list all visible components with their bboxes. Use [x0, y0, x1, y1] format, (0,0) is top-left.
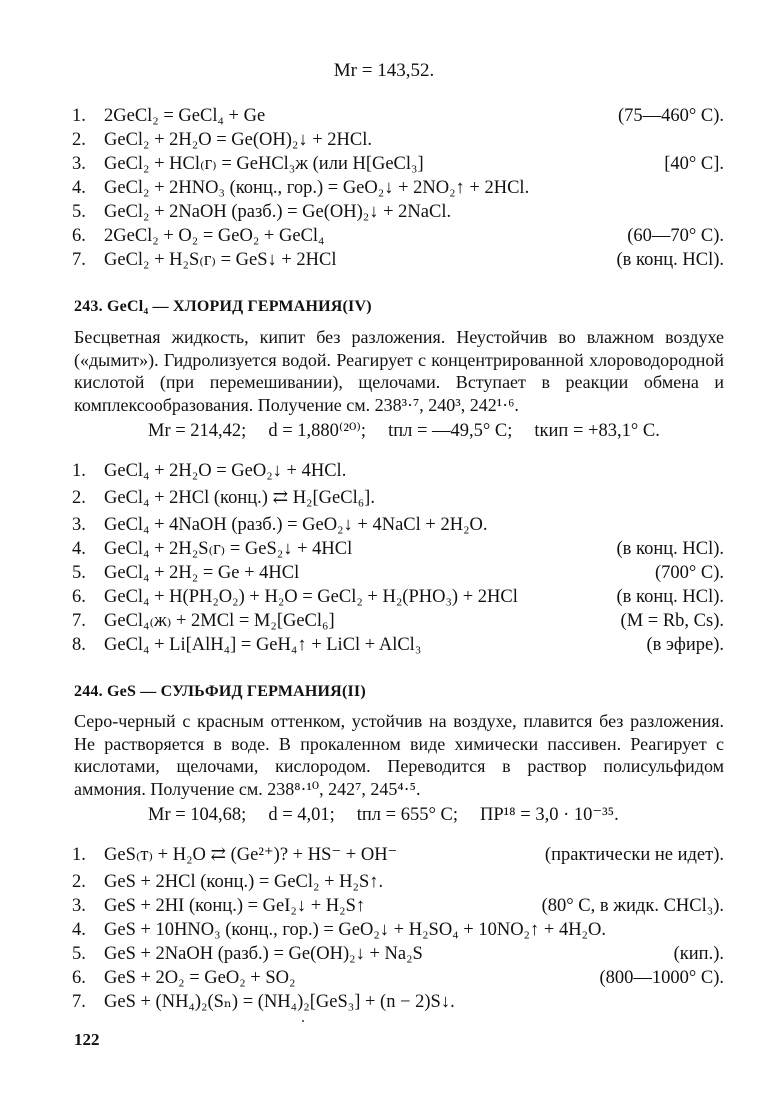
equation-number: 7.	[72, 250, 86, 270]
page-number: 122	[74, 1030, 100, 1049]
equation-formula: GeCl₄ + 4NaOH (разб.) = GeO₂↓ + 4NaCl + 2H₂O.	[104, 515, 488, 535]
equation-condition: (в эфире).	[646, 635, 724, 655]
equation-formula: GeCl₄ + Li[AlH₄] = GeH₄↑ + LiCl + AlCl₃	[104, 635, 422, 655]
equation-number: 3.	[72, 154, 86, 174]
equation-formula: GeCl₂ + HCl₍г₎ = GeHCl₃ж (или H[GeCl₃]	[104, 154, 424, 174]
equation-number: 3.	[72, 515, 86, 535]
equation-number: 2.	[72, 488, 86, 508]
properties-line-243	[148, 420, 682, 442]
equation-number: 1.	[72, 845, 86, 865]
equation-formula: GeCl₂ + 2NaOH (разб.) = Ge(OH)₂↓ + 2NaCl.	[104, 202, 452, 222]
equation-row	[72, 513, 724, 537]
equation-row	[72, 942, 724, 966]
equation-row	[72, 152, 724, 176]
section-description-243: Бесцветная жидкость, кипит без разложения. Неустойчив во влажном воздухе («дымит»). Гидролизуется водой. Реагирует с концентрированной хлороводородной кислотой (при перемешивании), щелочами. Вступает в реакции обмена и комплексообразования. Получение см. 238³·⁷, 240³, 242¹·⁶.	[74, 327, 724, 415]
equation-condition: (в конц. HCl).	[616, 539, 724, 559]
equation-row	[72, 176, 724, 200]
equation-formula: GeCl₄ + 2H₂S₍г₎ = GeS₂↓ + 4HCl	[104, 539, 353, 559]
section-heading-243: 243. GeCl₄ — ХЛОРИД ГЕРМАНИЯ(IV)	[74, 298, 372, 315]
speck-mark	[302, 1020, 304, 1022]
equation-number: 6.	[72, 226, 86, 246]
equation-formula: 2GeCl₂ = GeCl₄ + Ge	[104, 106, 266, 126]
equation-condition: (60—70° C).	[627, 226, 724, 246]
density: d = 1,880⁽²⁰⁾;	[268, 421, 367, 441]
equation-number: 5.	[72, 944, 86, 964]
molar-mass: Mr = 104,68;	[148, 805, 247, 825]
equation-row	[72, 609, 724, 633]
equation-number: 4.	[72, 920, 86, 940]
equation-row	[72, 966, 724, 990]
equation-row	[72, 585, 724, 609]
solubility-product: ПР¹⁸ = 3,0 · 10⁻³⁵.	[479, 805, 619, 825]
equation-number: 2.	[72, 872, 86, 892]
molar-mass: Mr = 214,42;	[148, 421, 247, 441]
equation-row	[72, 537, 724, 561]
melting-point: tпл = —49,5° C;	[388, 421, 513, 441]
equation-condition: (в конц. HCl).	[616, 250, 724, 270]
equation-row	[72, 459, 724, 483]
equation-number: 2.	[72, 130, 86, 150]
equation-row	[72, 918, 724, 942]
equation-number: 8.	[72, 635, 86, 655]
equation-condition: (M = Rb, Cs).	[620, 611, 724, 631]
melting-point: tпл = 655° C;	[356, 805, 458, 825]
equation-condition: [40° C].	[664, 154, 724, 174]
equation-row	[72, 894, 724, 918]
equation-formula: GeS + 2O₂ = GeO₂ + SO₂	[104, 968, 296, 988]
equation-number: 4.	[72, 539, 86, 559]
molar-mass-line: Mr = 143,52.	[333, 60, 435, 81]
equation-condition: (700° C).	[654, 563, 724, 583]
equation-row	[72, 104, 724, 128]
equation-condition: (кип.).	[673, 944, 724, 964]
equation-formula: GeCl₂ + 2H₂O = Ge(OH)₂↓ + 2HCl.	[104, 130, 372, 150]
equation-formula: GeCl₄ + 2HCl (конц.) ⇄ H₂[GeCl₆].	[104, 488, 375, 508]
properties-line-244	[148, 804, 641, 826]
equation-condition: (800—1000° C).	[599, 968, 724, 988]
equation-formula: GeCl₂ + 2HNO₃ (конц., гор.) = GeO₂↓ + 2NO₂↑ + 2HCl.	[104, 178, 530, 198]
equation-condition: (в конц. HCl).	[616, 587, 724, 607]
equation-formula: GeS + 2HCl (конц.) = GeCl₂ + H₂S↑.	[104, 872, 384, 892]
equation-number: 5.	[72, 202, 86, 222]
equation-formula: GeCl₂ + H₂S₍г₎ = GeS↓ + 2HCl	[104, 250, 337, 270]
equation-number: 6.	[72, 968, 86, 988]
equation-number: 7.	[72, 611, 86, 631]
equation-number: 4.	[72, 178, 86, 198]
equation-formula: GeCl₄₍ж₎ + 2MCl = M₂[GeCl₆]	[104, 611, 335, 631]
equation-formula: GeS + (NH₄)₂(Sₙ) = (NH₄)₂[GeS₃] + (n − 2)S↓.	[104, 992, 455, 1012]
equation-row	[72, 248, 724, 272]
section-description-244: Серо-черный с красным оттенком, устойчив на воздухе, плавится без разложения. Не растворяется в воде. В прокаленном виде химически пассивен. Реагирует с кислотами, щелочами, кислородом. Переводится в раствор полисульфидом аммония. Получение см. 238⁸·¹⁰, 242⁷, 245⁴·⁵.	[74, 711, 724, 799]
equation-number: 1.	[72, 106, 86, 126]
equation-row	[72, 561, 724, 585]
equation-formula: GeS₍т₎ + H₂O ⇄ (Ge²⁺)? + HS⁻ + OH⁻	[104, 845, 398, 865]
equation-row	[72, 200, 724, 224]
equation-formula: GeS + 2NaOH (разб.) = Ge(OH)₂↓ + Na₂S	[104, 944, 423, 964]
equation-row	[72, 128, 724, 152]
equation-formula: GeS + 2HI (конц.) = GeI₂↓ + H₂S↑	[104, 896, 366, 916]
equation-condition: (практически не идет).	[544, 845, 724, 865]
equation-number: 5.	[72, 563, 86, 583]
density: d = 4,01;	[268, 805, 335, 825]
equation-row	[72, 486, 724, 510]
boiling-point: tкип = +83,1° C.	[534, 421, 660, 441]
equation-condition: (80° C, в жидк. CHCl₃).	[541, 896, 724, 916]
equation-row	[72, 633, 724, 657]
equation-formula: GeCl₄ + 2H₂ = Ge + 4HCl	[104, 563, 300, 583]
equation-number: 7.	[72, 992, 86, 1012]
equation-formula: 2GeCl₂ + O₂ = GeO₂ + GeCl₄	[104, 226, 325, 246]
equation-number: 1.	[72, 461, 86, 481]
equation-row	[72, 990, 724, 1014]
equation-condition: (75—460° C).	[617, 106, 724, 126]
equation-formula: GeCl₄ + H(PH₂O₂) + H₂O = GeCl₂ + H₂(PHO₃) + 2HCl	[104, 587, 518, 607]
equation-row	[72, 870, 724, 894]
equation-formula: GeCl₄ + 2H₂O = GeO₂↓ + 4HCl.	[104, 461, 347, 481]
equation-number: 6.	[72, 587, 86, 607]
equation-row	[72, 843, 724, 867]
equation-number: 3.	[72, 896, 86, 916]
equation-row	[72, 224, 724, 248]
section-heading-244: 244. GeS — СУЛЬФИД ГЕРМАНИЯ(II)	[74, 683, 366, 700]
equation-formula: GeS + 10HNO₃ (конц., гор.) = GeO₂↓ + H₂SO₄ + 10NO₂↑ + 4H₂O.	[104, 920, 606, 940]
